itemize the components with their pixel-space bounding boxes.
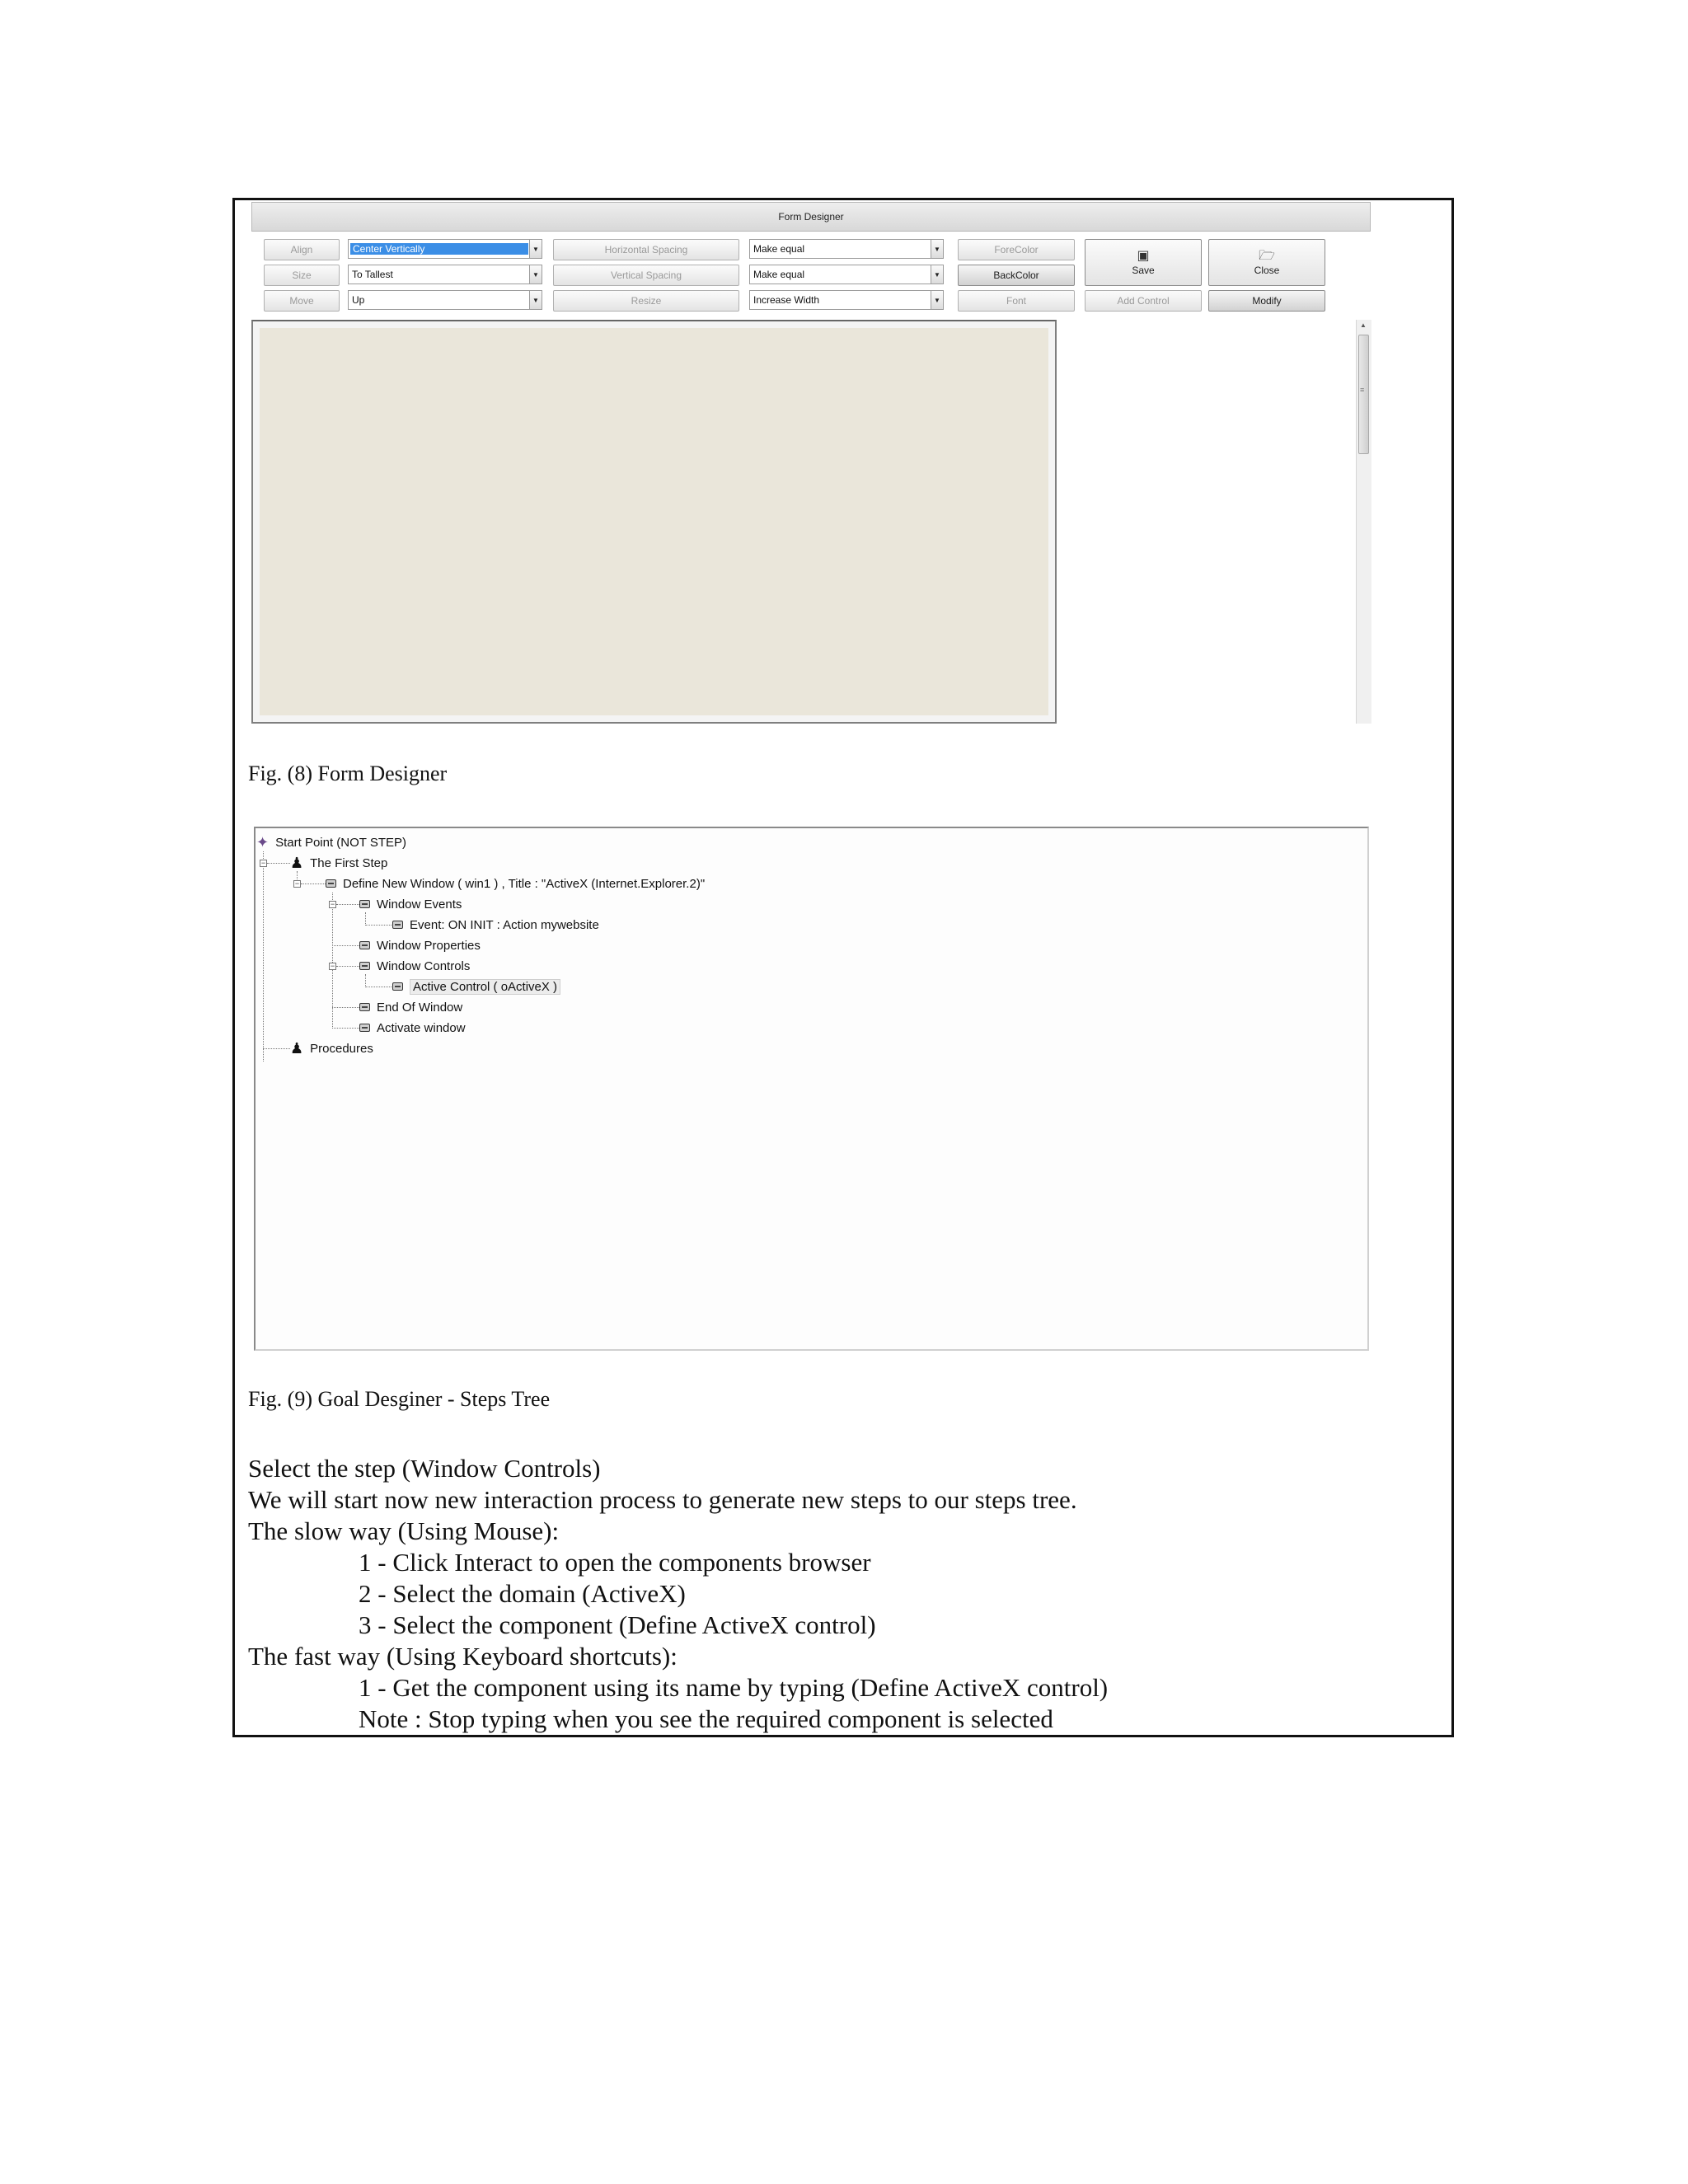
- tree-node-label: Define New Window ( win1 ) , Title : "ActiveX (Internet.Explorer.2)": [343, 876, 706, 891]
- resize-button[interactable]: Resize: [553, 290, 739, 312]
- instruction-line: The fast way (Using Keyboard shortcuts):: [248, 1642, 678, 1671]
- save-button[interactable]: [1085, 239, 1202, 286]
- window-icon: [326, 879, 336, 888]
- tree-line: [263, 1048, 290, 1049]
- tree-line: [332, 893, 333, 1029]
- form-designer-window: [251, 202, 1371, 725]
- chevron-down-icon: ▼: [931, 291, 943, 309]
- size-button[interactable]: Size: [264, 265, 340, 286]
- window-icon: [359, 1024, 370, 1032]
- tree-node-window-events[interactable]: [359, 895, 462, 913]
- close-button-label: Close: [1254, 264, 1280, 276]
- tree-node-label: Activate window: [377, 1020, 466, 1035]
- tree-line: [301, 883, 327, 884]
- tree-node-procedures[interactable]: [290, 1039, 373, 1057]
- steps-tree-panel: [254, 827, 1369, 1351]
- size-select-value: To Tallest: [352, 269, 393, 280]
- start-point-icon: ✦: [256, 834, 270, 851]
- modify-button[interactable]: Modify: [1208, 290, 1325, 312]
- instruction-step: 1 - Get the component using its name by typing (Define ActiveX control): [359, 1673, 1109, 1702]
- horizontal-spacing-value: Make equal: [753, 243, 805, 255]
- window-icon: [392, 982, 403, 991]
- person-icon: ♟: [290, 1040, 304, 1057]
- move-button[interactable]: Move: [264, 290, 340, 312]
- scroll-grip-icon: ≡: [1360, 386, 1365, 394]
- forecolor-button[interactable]: ForeColor: [958, 239, 1075, 260]
- tree-node-label: Procedures: [310, 1041, 373, 1056]
- design-surface-frame: [251, 320, 1057, 724]
- vertical-spacing-select[interactable]: [749, 265, 944, 284]
- expander-icon[interactable]: −: [294, 879, 300, 888]
- figure-9-caption: Fig. (9) Goal Desginer - Steps Tree: [248, 1387, 551, 1411]
- tree-line: [263, 851, 264, 1062]
- tree-node-window-properties[interactable]: [359, 936, 481, 954]
- tree-line: [332, 1028, 361, 1029]
- folder-close-icon: 🗁: [1259, 248, 1275, 263]
- move-select[interactable]: [348, 290, 542, 310]
- floppy-disk-icon: ▣: [1137, 248, 1150, 263]
- tree-line: [336, 966, 361, 967]
- instruction-step: 3 - Select the component (Define ActiveX control): [359, 1610, 876, 1639]
- save-button-label: Save: [1132, 264, 1155, 276]
- instruction-step: 1 - Click Interact to open the components browser: [359, 1548, 871, 1577]
- tree-node-label: Event: ON INIT : Action mywebsite: [410, 917, 599, 932]
- tree-node-activate-window[interactable]: [359, 1019, 466, 1037]
- tree-node-first-step[interactable]: [290, 854, 387, 872]
- tree-line: [365, 912, 366, 926]
- horizontal-spacing-button[interactable]: Horizontal Spacing: [553, 239, 739, 260]
- resize-select[interactable]: [749, 290, 944, 310]
- window-icon: [392, 921, 403, 929]
- tree-node-active-control[interactable]: [392, 977, 560, 996]
- instruction-step: 2 - Select the domain (ActiveX): [359, 1579, 686, 1608]
- instruction-line: We will start now new interaction process to generate new steps to our steps tree.: [248, 1485, 1077, 1514]
- add-control-button[interactable]: Add Control: [1085, 290, 1202, 312]
- tree-node-define-window[interactable]: [326, 874, 705, 893]
- window-icon: [359, 1003, 370, 1011]
- tree-node-label: Window Events: [377, 897, 462, 912]
- vertical-scrollbar[interactable]: [1356, 320, 1372, 724]
- expander-icon[interactable]: −: [330, 900, 335, 908]
- tree-node-label: The First Step: [310, 855, 388, 870]
- align-button[interactable]: Align: [264, 239, 340, 260]
- tree-line: [365, 925, 395, 926]
- move-select-value: Up: [352, 294, 365, 306]
- tree-line: [365, 974, 366, 987]
- instruction-note: Note : Stop typing when you see the required component is selected: [359, 1704, 1053, 1733]
- chevron-down-icon: ▼: [529, 265, 542, 284]
- tree-node-window-controls[interactable]: [359, 957, 470, 975]
- expander-icon[interactable]: −: [330, 962, 335, 970]
- design-surface[interactable]: [260, 328, 1048, 715]
- instruction-line: The slow way (Using Mouse):: [248, 1516, 560, 1545]
- chevron-down-icon: ▼: [931, 240, 943, 258]
- window-icon: [359, 962, 370, 970]
- size-select[interactable]: [348, 265, 542, 284]
- scroll-up-icon[interactable]: ▲: [1360, 321, 1367, 329]
- align-select[interactable]: [348, 239, 542, 259]
- tree-line: [332, 1007, 361, 1008]
- horizontal-spacing-select[interactable]: [749, 239, 944, 259]
- person-icon: ♟: [290, 855, 304, 871]
- instruction-line: Select the step (Window Controls): [248, 1454, 601, 1483]
- window-icon: [359, 941, 370, 949]
- chevron-down-icon: ▼: [529, 291, 542, 309]
- scrollbar-thumb[interactable]: [1358, 335, 1369, 454]
- tree-node-label: Active Control ( oActiveX ): [410, 979, 560, 995]
- figure-8-caption: Fig. (8) Form Designer: [248, 762, 448, 785]
- tree-node-end-of-window[interactable]: [359, 998, 462, 1016]
- window-icon: [359, 900, 370, 908]
- tree-line: [267, 863, 290, 864]
- tree-line: [336, 904, 361, 905]
- backcolor-button[interactable]: BackColor: [958, 265, 1075, 286]
- tree-node-label: Window Controls: [377, 958, 471, 973]
- tree-node-label: Window Properties: [377, 938, 481, 953]
- tree-line: [332, 945, 361, 946]
- form-designer-titlebar: [251, 202, 1371, 232]
- align-select-value: Center Vertically: [350, 243, 528, 255]
- tree-node-label: Start Point (NOT STEP): [275, 835, 407, 850]
- vertical-spacing-value: Make equal: [753, 269, 805, 280]
- close-button[interactable]: [1208, 239, 1325, 286]
- chevron-down-icon: ▼: [529, 240, 542, 258]
- font-button[interactable]: Font: [958, 290, 1075, 312]
- expander-icon[interactable]: −: [260, 859, 266, 867]
- tree-node-event-on-init[interactable]: [392, 916, 599, 934]
- resize-select-value: Increase Width: [753, 294, 820, 306]
- form-designer-title: Form Designer: [778, 211, 844, 223]
- tree-node-start-point[interactable]: [256, 833, 406, 851]
- vertical-spacing-button[interactable]: Vertical Spacing: [553, 265, 739, 286]
- tree-node-label: End Of Window: [377, 1000, 463, 1015]
- chevron-down-icon: ▼: [931, 265, 943, 284]
